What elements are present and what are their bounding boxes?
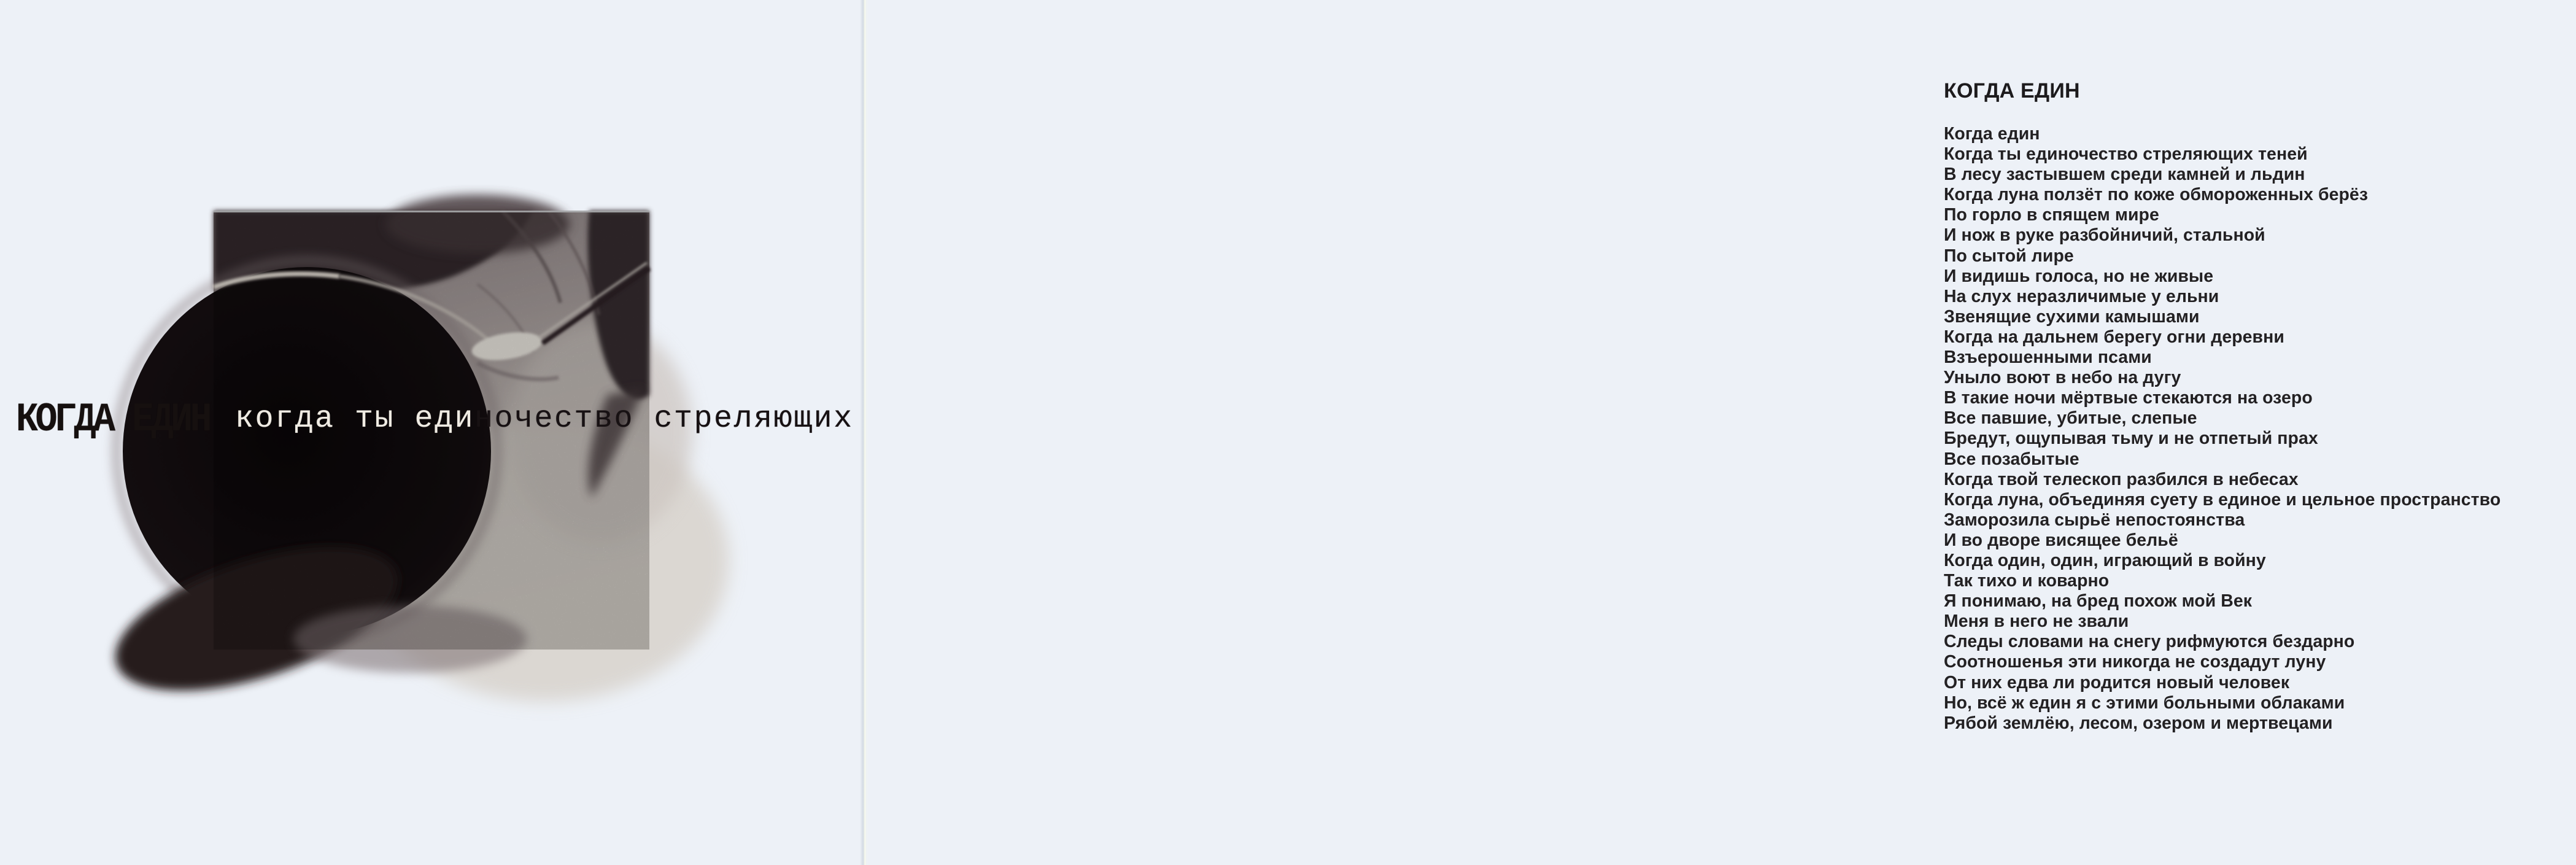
lyric-line: И видишь голоса, но не живые: [1944, 266, 2214, 286]
lyric-line: Бредут, ощупывая тьму и не отпетый прах: [1944, 429, 2318, 449]
lyric-line: Но, всё ж един я с этими больными облаками: [1944, 692, 2345, 713]
lyric-line: И нож в руке разбойничий, стальной: [1944, 225, 2265, 246]
lyric-line: Все павшие, убитые, слепые: [1944, 408, 2197, 429]
typed-overlay-dark: ночество стреляющих: [474, 401, 854, 436]
lyric-line: В такие ночи мёртвые стекаются на озеро: [1944, 388, 2313, 408]
lyric-line: Звенящие сухими камышами: [1944, 306, 2200, 327]
lyric-line: По горло в спящем мире: [1944, 205, 2159, 225]
lyric-line: Меня в него не звали: [1944, 611, 2129, 632]
lyric-line: Так тихо и коварно: [1944, 571, 2110, 591]
typed-overlay-white: когда ты еди: [235, 401, 475, 436]
lyric-line: Когда на дальнем берегу огни деревни: [1944, 327, 2284, 347]
lyric-line: Я понимаю, на бред похож мой Век: [1944, 591, 2253, 611]
lyric-line: Уныло воют в небо на дугу: [1944, 368, 2181, 388]
song-title: КОГДА ЕДИН: [1944, 79, 2080, 103]
right-page: [867, 0, 2501, 865]
lyric-line: Соотношенья эти никогда не создадут луну: [1944, 652, 2326, 672]
lyric-line: Когда твой телескоп разбился в небесах: [1944, 469, 2299, 489]
lyric-line: Когда ты единочество стреляющих теней: [1944, 144, 2308, 165]
lyric-line: По сытой лире: [1944, 246, 2074, 266]
lyric-line: Когда луна ползёт по коже обмороженных берёз: [1944, 185, 2369, 205]
left-page-title-stamp: КОГДА ЕДИН: [16, 397, 210, 443]
lyrics-block: [1944, 124, 2576, 734]
left-page: [0, 0, 867, 865]
lyric-line: Заморозила сырьё непостоянства: [1944, 510, 2245, 530]
lyric-line: Когда луна, объединяя суету в единое и цельное пространство: [1944, 489, 2501, 510]
lyric-line: Все позабытые: [1944, 449, 2079, 469]
lyric-line: Когда один, один, играющий в войну: [1944, 550, 2266, 570]
lyric-line: И во дворе висящее бельё: [1944, 530, 2178, 550]
lyric-line: Взъерошенными псами: [1944, 347, 2152, 368]
lyric-line: От них едва ли родится новый человек: [1944, 672, 2290, 692]
lyric-line: Следы словами на снегу рифмуются бездарно: [1944, 632, 2355, 652]
lyric-line: Рябой землёю, лесом, озером и мертвецами: [1944, 713, 2333, 733]
lyric-line: Когда един: [1944, 124, 2040, 144]
lyric-line: На слух неразличимые у ельни: [1944, 286, 2219, 306]
lyric-line: В лесу застывшем среди камней и льдин: [1944, 165, 2305, 185]
